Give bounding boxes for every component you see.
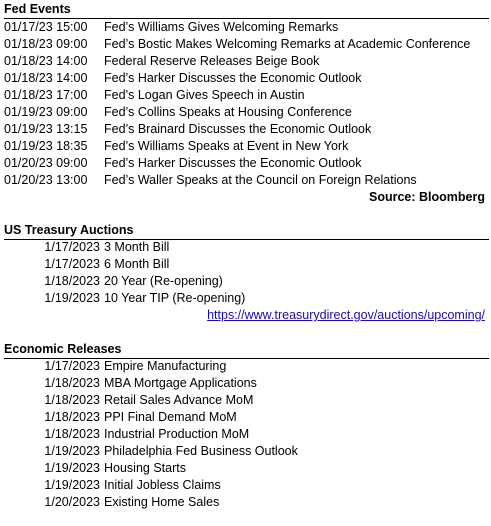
economic-release-date: 1/19/2023 bbox=[44, 461, 100, 475]
fed-event-title: Fed’s Brainard Discusses the Economic Outlook bbox=[104, 122, 372, 136]
economic-release-row bbox=[0, 443, 491, 460]
treasury-auction-description: 3 Month Bill bbox=[104, 240, 170, 254]
treasury-auction-description: 6 Month Bill bbox=[104, 257, 170, 271]
fed-event-row bbox=[0, 70, 491, 87]
fed-event-row bbox=[0, 121, 491, 138]
economic-release-description: Philadelphia Fed Business Outlook bbox=[104, 444, 298, 458]
economic-release-description: Housing Starts bbox=[104, 461, 186, 475]
fed-event-title: Fed’s Williams Speaks at Event in New York bbox=[104, 139, 349, 153]
treasury-auction-date: 1/18/2023 bbox=[44, 274, 100, 288]
source-label: Source: Bloomberg bbox=[369, 190, 485, 204]
treasury-auction-row bbox=[0, 239, 491, 256]
economic-release-row bbox=[0, 375, 491, 392]
fed-event-datetime: 01/18/23 14:00 bbox=[4, 54, 88, 68]
fed-event-title: Fed’s Waller Speaks at the Council on Foreign Relations bbox=[104, 173, 417, 187]
fed-event-row bbox=[0, 172, 491, 189]
fed-event-row bbox=[0, 87, 491, 104]
economic-release-row bbox=[0, 477, 491, 494]
economic-release-row bbox=[0, 460, 491, 477]
economic-releases-heading: Economic Releases bbox=[4, 341, 489, 359]
fed-event-row bbox=[0, 19, 491, 36]
economic-release-date: 1/18/2023 bbox=[44, 376, 100, 390]
fed-event-datetime: 01/19/23 13:15 bbox=[4, 122, 88, 136]
fed-event-datetime: 01/20/23 13:00 bbox=[4, 173, 88, 187]
economic-release-date: 1/18/2023 bbox=[44, 393, 100, 407]
fed-event-datetime: 01/19/23 18:35 bbox=[4, 139, 88, 153]
economic-release-date: 1/20/2023 bbox=[44, 495, 100, 509]
economic-release-row bbox=[0, 494, 491, 511]
treasury-auctions-heading: US Treasury Auctions bbox=[4, 222, 489, 240]
economic-release-description: MBA Mortgage Applications bbox=[104, 376, 257, 390]
fed-event-title: Fed’s Bostic Makes Welcoming Remarks at Academic Conference bbox=[104, 37, 471, 51]
economic-release-row bbox=[0, 392, 491, 409]
economic-release-row bbox=[0, 358, 491, 375]
treasury-direct-link[interactable]: https://www.treasurydirect.gov/auctions/upcoming/ bbox=[207, 308, 485, 322]
economic-release-date: 1/19/2023 bbox=[44, 478, 100, 492]
fed-event-title: Fed’s Williams Gives Welcoming Remarks bbox=[104, 20, 339, 34]
treasury-auction-description: 20 Year (Re-opening) bbox=[104, 274, 223, 288]
fed-event-title: Federal Reserve Releases Beige Book bbox=[104, 54, 320, 68]
fed-event-row bbox=[0, 104, 491, 121]
treasury-auction-date: 1/19/2023 bbox=[44, 291, 100, 305]
economic-release-description: Existing Home Sales bbox=[104, 495, 220, 509]
treasury-auction-row bbox=[0, 273, 491, 290]
economic-release-row bbox=[0, 426, 491, 443]
fed-event-datetime: 01/19/23 09:00 bbox=[4, 105, 88, 119]
fed-event-datetime: 01/18/23 09:00 bbox=[4, 37, 88, 51]
treasury-auction-date: 1/17/2023 bbox=[44, 240, 100, 254]
fed-event-title: Fed’s Harker Discusses the Economic Outlook bbox=[104, 156, 362, 170]
economic-release-description: Retail Sales Advance MoM bbox=[104, 393, 254, 407]
treasury-auction-description: 10 Year TIP (Re-opening) bbox=[104, 291, 246, 305]
economic-release-description: PPI Final Demand MoM bbox=[104, 410, 237, 424]
economic-release-date: 1/19/2023 bbox=[44, 444, 100, 458]
fed-event-title: Fed’s Collins Speaks at Housing Conference bbox=[104, 105, 352, 119]
fed-event-title: Fed’s Harker Discusses the Economic Outlook bbox=[104, 71, 362, 85]
fed-event-datetime: 01/20/23 09:00 bbox=[4, 156, 88, 170]
economic-release-description: Initial Jobless Claims bbox=[104, 478, 221, 492]
economic-release-description: Industrial Production MoM bbox=[104, 427, 250, 441]
economic-release-date: 1/18/2023 bbox=[44, 427, 100, 441]
treasury-auction-row bbox=[0, 256, 491, 273]
fed-event-datetime: 01/18/23 14:00 bbox=[4, 71, 88, 85]
fed-event-row bbox=[0, 138, 491, 155]
fed-event-title: Fed’s Logan Gives Speech in Austin bbox=[104, 88, 305, 102]
economic-release-date: 1/18/2023 bbox=[44, 410, 100, 424]
fed-event-row bbox=[0, 155, 491, 172]
fed-event-row bbox=[0, 36, 491, 53]
treasury-auction-row bbox=[0, 290, 491, 307]
fed-events-heading: Fed Events bbox=[4, 1, 489, 19]
treasury-auction-date: 1/17/2023 bbox=[44, 257, 100, 271]
economic-release-description: Empire Manufacturing bbox=[104, 359, 227, 373]
fed-event-row bbox=[0, 53, 491, 70]
economic-release-row bbox=[0, 409, 491, 426]
economic-release-date: 1/17/2023 bbox=[44, 359, 100, 373]
fed-event-datetime: 01/18/23 17:00 bbox=[4, 88, 88, 102]
fed-event-datetime: 01/17/23 15:00 bbox=[4, 20, 88, 34]
